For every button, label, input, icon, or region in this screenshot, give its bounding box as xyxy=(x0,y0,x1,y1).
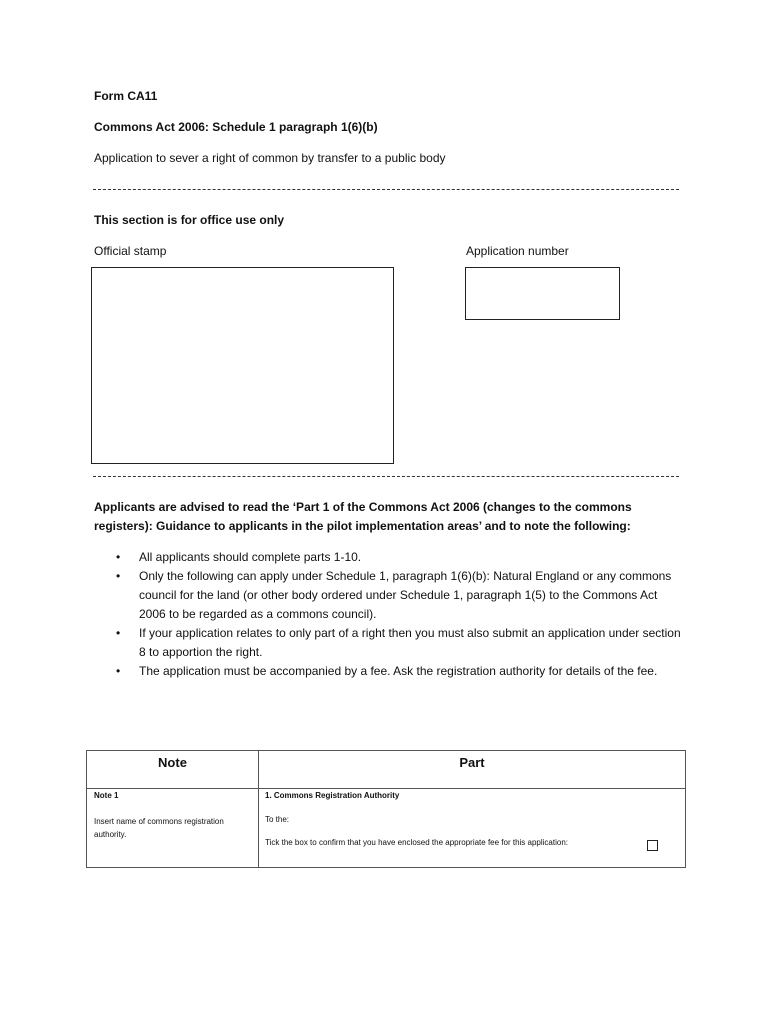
bullet-icon: • xyxy=(116,626,121,640)
list-item xyxy=(112,548,687,567)
note-text: Insert name of commons registration authority. xyxy=(94,817,224,839)
section-divider-top xyxy=(93,189,679,190)
list-item-text: All applicants should complete parts 1-10. xyxy=(139,550,362,564)
list-item xyxy=(112,624,687,662)
table-row xyxy=(87,789,686,868)
list-item xyxy=(112,662,687,681)
note-cell xyxy=(87,789,259,868)
parts-table xyxy=(86,750,686,868)
bullet-icon: • xyxy=(116,550,121,564)
application-number-label: Application number xyxy=(466,244,569,258)
registration-authority-to-label[interactable]: To the: xyxy=(265,815,290,824)
office-use-heading: This section is for office use only xyxy=(94,213,285,227)
bullet-icon: • xyxy=(116,664,121,678)
parts-table-wrapper xyxy=(86,750,685,868)
table-header-row xyxy=(87,751,686,789)
instruction-list xyxy=(112,548,687,681)
section-divider-bottom xyxy=(93,476,679,477)
note-title: Note 1 xyxy=(94,791,119,800)
part-title: 1. Commons Registration Authority xyxy=(265,791,400,800)
fee-confirmation-label: Tick the box to confirm that you have enclosed the appropriate fee for this application: xyxy=(265,838,568,847)
column-header-part: Part xyxy=(259,751,686,789)
official-stamp-box xyxy=(91,267,394,464)
list-item xyxy=(112,567,687,624)
form-id: Form CA11 xyxy=(94,89,158,103)
list-item-text: If your application relates to only part of a right then you must also submit an application under section 8 to apportion the right. xyxy=(139,626,681,659)
bullet-icon: • xyxy=(116,569,121,583)
list-item-text: Only the following can apply under Schedule 1, paragraph 1(6)(b): Natural England or any commons council for the land (or other body ordered under Schedule 1, paragraph 1(5) to the Commons Act 2006 to be regarded as a commons council). xyxy=(139,569,672,621)
application-description: Application to sever a right of common by transfer to a public body xyxy=(94,151,446,165)
application-number-box[interactable] xyxy=(465,267,620,320)
advice-paragraph: Applicants are advised to read the ‘Part 1 of the Commons Act 2006 (changes to the commons registers): Guidance to applicants in the pilot implementation areas’ and to note the following: xyxy=(94,500,632,533)
official-stamp-label: Official stamp xyxy=(94,244,167,258)
list-item-text: The application must be accompanied by a fee. Ask the registration authority for details of the fee. xyxy=(139,664,658,678)
part-cell xyxy=(259,789,686,868)
column-header-note: Note xyxy=(87,751,259,789)
fee-confirmation-checkbox[interactable] xyxy=(647,840,658,851)
act-title: Commons Act 2006: Schedule 1 paragraph 1(6)(b) xyxy=(94,120,378,134)
